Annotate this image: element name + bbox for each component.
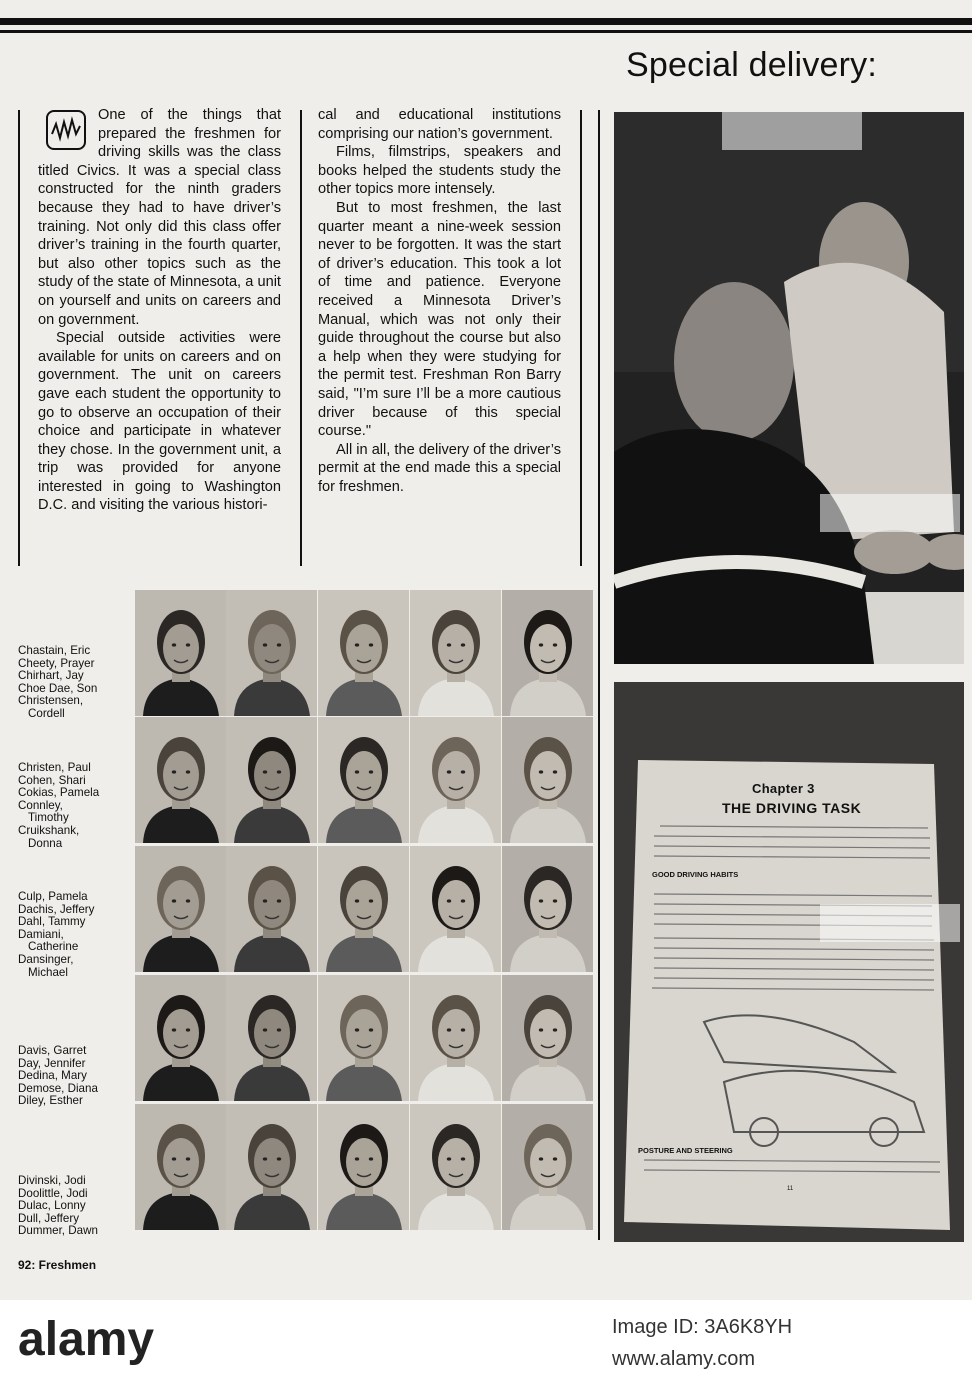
article-column-2 [318, 106, 561, 496]
student-portrait [135, 717, 226, 843]
student-portrait [135, 590, 226, 716]
student-portrait [502, 1104, 593, 1230]
column-rule [18, 110, 20, 566]
student-portrait [135, 975, 226, 1101]
student-portrait [410, 846, 501, 972]
book-page-number: 11 [787, 1186, 794, 1192]
article-paragraph: Special outside activities were available for units on careers and on government. The unit on careers gave each student the opportunity to go to observe an occupation of their choice and participate in whatever they chose. In the government unit, a trip was provided for anyone interested in going to Washington D.C. and visiting the various histori- [38, 330, 281, 514]
column-rule [580, 110, 582, 566]
article-paragraph: But to most freshmen, the last quarter meant a nine-week session never to be forgotten. It was the start of driver’s education. This took a lot of time and patience. Everyone received a Minnesota Driver’s Manual, which was not only their guide throughout the course but also a help when they were studying for the permit test. Freshman Ron Barry said, "I’m sure I’ll be a more cautious driver because of this special course." [318, 199, 561, 440]
student-portrait [226, 717, 317, 843]
watermark-box [820, 904, 960, 942]
student-portrait [502, 717, 593, 843]
student-portrait [135, 846, 226, 972]
teacher-student-photo [614, 112, 964, 664]
top-rule-thick [0, 18, 972, 25]
name-list: Divinski, Jodi Doolittle, Jodi Dulac, Lonny Dull, Jeffery Dummer, Dawn [18, 1174, 98, 1238]
student-portrait [318, 975, 409, 1101]
student-portrait [502, 590, 593, 716]
column-rule [300, 110, 302, 566]
student-portrait [318, 1104, 409, 1230]
student-portrait [226, 846, 317, 972]
drivers-manual-photo [614, 682, 964, 1242]
student-portrait [226, 975, 317, 1101]
watermark-box [722, 112, 862, 150]
student-portrait [135, 1104, 226, 1230]
waveform-icon [46, 110, 86, 150]
book-section-heading: POSTURE AND STEERING [638, 1146, 733, 1155]
article-paragraph: One of the things that prepared the freshmen for driving skills was the class titled Civics. It was a special class constructed for the ninth graders because they had to have driver’s training. Not only did this class offer driver’s training in the fourth quarter, but also other topics such as the study of the state of Minnesota, a unit on yourself and units on careers and on government. [38, 107, 281, 328]
name-list: Culp, Pamela Dachis, Jeffery Dahl, Tammy Damiani, Catherine Dansinger, Michael [18, 890, 95, 979]
watermark-brand: alamy [18, 1313, 155, 1366]
article-column-1 [38, 106, 281, 515]
book-title: THE DRIVING TASK [722, 800, 862, 816]
watermark-box [820, 494, 960, 532]
student-portrait [410, 975, 501, 1101]
student-portrait [318, 590, 409, 716]
name-list: Christen, Paul Cohen, Shari Cokias, Pamela Connley, Timothy Cruikshank, Donna [18, 761, 100, 850]
student-portrait [410, 717, 501, 843]
top-rule-thin [0, 30, 972, 33]
article-paragraph: cal and educational institutions comprising our nation’s government. [318, 107, 561, 142]
watermark-url: www.alamy.com [612, 1348, 755, 1370]
student-portrait [410, 1104, 501, 1230]
student-portrait [318, 717, 409, 843]
page-footer: 92: Freshmen [18, 1258, 97, 1272]
name-list: Davis, Garret Day, Jennifer Dedina, Mary Demose, Diana Diley, Esther [18, 1044, 98, 1108]
book-chapter: Chapter 3 [752, 781, 815, 796]
article-paragraph: Films, filmstrips, speakers and books helped the students study the other topics more intensely. [318, 144, 561, 198]
student-portrait [318, 846, 409, 972]
name-list: Chastain, Eric Cheety, Prayer Chirhart, Jay Choe Dae, Son Christensen, Cordell [18, 644, 98, 720]
student-portrait [502, 975, 593, 1101]
book-section-heading: GOOD DRIVING HABITS [652, 870, 739, 879]
page-title: Special delivery: [626, 46, 877, 84]
watermark-image-id: Image ID: 3A6K8YH [612, 1316, 793, 1338]
student-portrait [226, 1104, 317, 1230]
student-portrait [226, 590, 317, 716]
student-portrait [410, 590, 501, 716]
student-portrait [502, 846, 593, 972]
article-paragraph: All in all, the delivery of the driver’s permit at the end made this a special for freshmen. [318, 441, 561, 495]
column-rule [598, 110, 600, 1240]
